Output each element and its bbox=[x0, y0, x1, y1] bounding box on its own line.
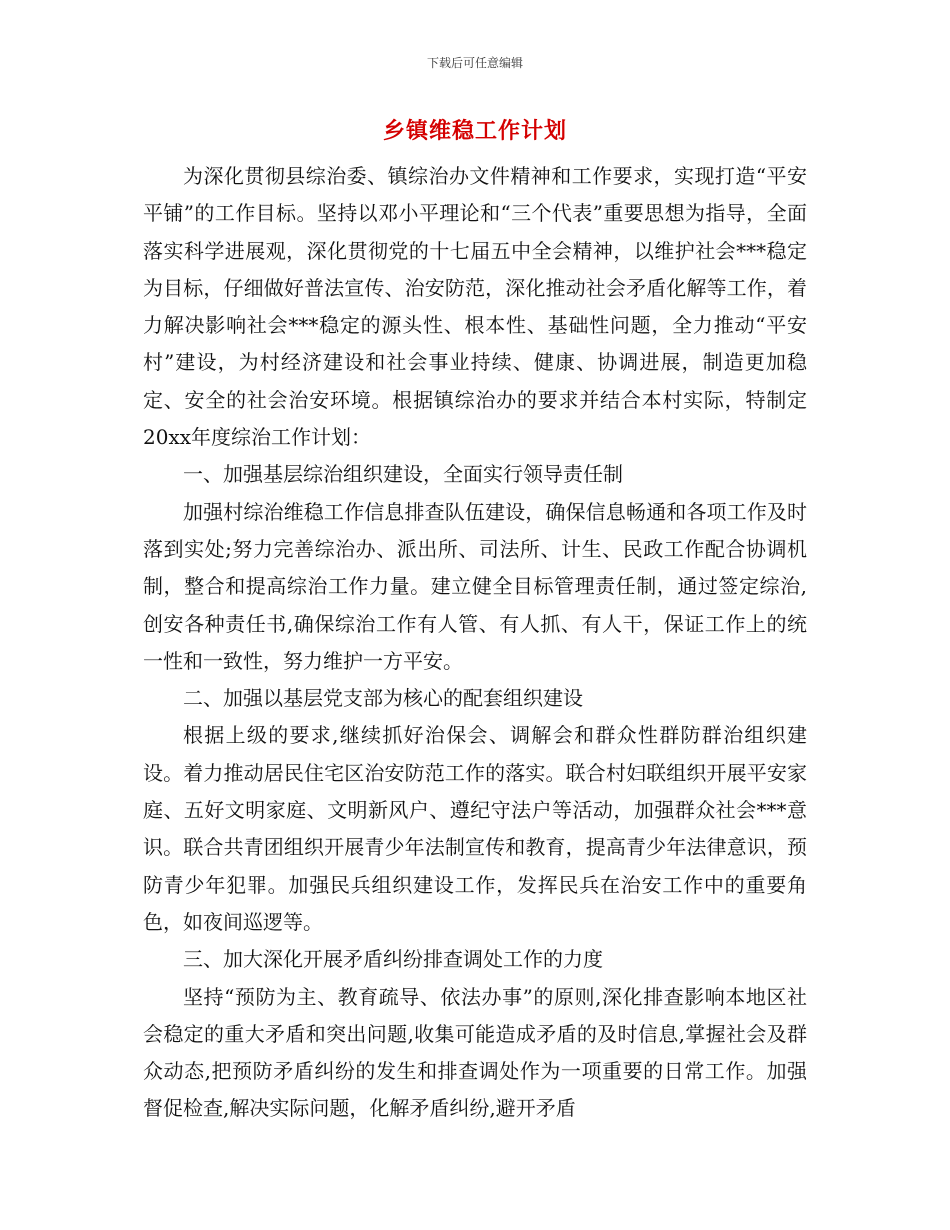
paragraph-section-3: 坚持“预防为主、教育疏导、依法办事”的原则,深化排查影响本地区社会稳定的重大矛盾和突出问题,收集可能造成矛盾的及时信息,掌握社会及群众动态,把预防矛盾纠纷的发生和排查调处作为一项重要的日常工作。加强督促检查,解决实际问题，化解矛盾纠纷,避开矛盾 bbox=[143, 984, 807, 1121]
document-title: 乡镇维稳工作计划 bbox=[382, 119, 567, 144]
paragraph-section-1: 加强村综治维稳工作信息排查队伍建设，确保信息畅通和各项工作及时落到实处;努力完善综治办、派出所、司法所、计生、民政工作配合协调机制，整合和提高综治工作力量。建立健全目标管理责任制，通过签定综治,创安各种责任书,确保综治工作有人管、有人抓、有人干，保证工作上的统一性和一致性，努力维护一方平安。 bbox=[143, 499, 807, 673]
paragraph-intro: 为深化贯彻县综治委、镇综治办文件精神和工作要求，实现打造“平安平铺”的工作目标。坚持以邓小平理论和“三个代表”重要思想为指导，全面落实科学进展观，深化贯彻党的十七届五中全会精神，以维护社会***稳定为目标，仔细做好普法宣传、治安防范，深化推动社会矛盾化解等工作，着力解决影响社会***稳定的源头性、根本性、基础性问题，全力推动“平安村”建设，为村经济建设和社会事业持续、健康、协调进展，制造更加稳定、安全的社会治安环境。根据镇综治办的要求并结合本村实际，特制定20xx年度综治工作计划： bbox=[143, 164, 807, 450]
section-heading-1: 一、加强基层综治组织建设，全面实行领导责任制 bbox=[183, 462, 623, 487]
header-note: 下载后可任意编辑 bbox=[426, 56, 523, 70]
document-body bbox=[143, 158, 807, 1128]
paragraph-section-2: 根据上级的要求,继续抓好治保会、调解会和群众性群防群治组织建设。着力推动居民住宅区治安防范工作的落实。联合村妇联组织开展平安家庭、五好文明家庭、文明新风户、遵纪守法户等活动，加强群众社会***意识。联合共青团组织开展青少年法制宣传和教育，提高青少年法律意识，预防青少年犯罪。加强民兵组织建设工作，发挥民兵在治安工作中的重要角色，如夜间巡逻等。 bbox=[143, 723, 807, 934]
section-heading-2: 二、加强以基层党支部为核心的配套组织建设 bbox=[183, 686, 583, 711]
section-heading-3: 三、加大深化开展矛盾纠纷排查调处工作的力度 bbox=[183, 947, 603, 972]
